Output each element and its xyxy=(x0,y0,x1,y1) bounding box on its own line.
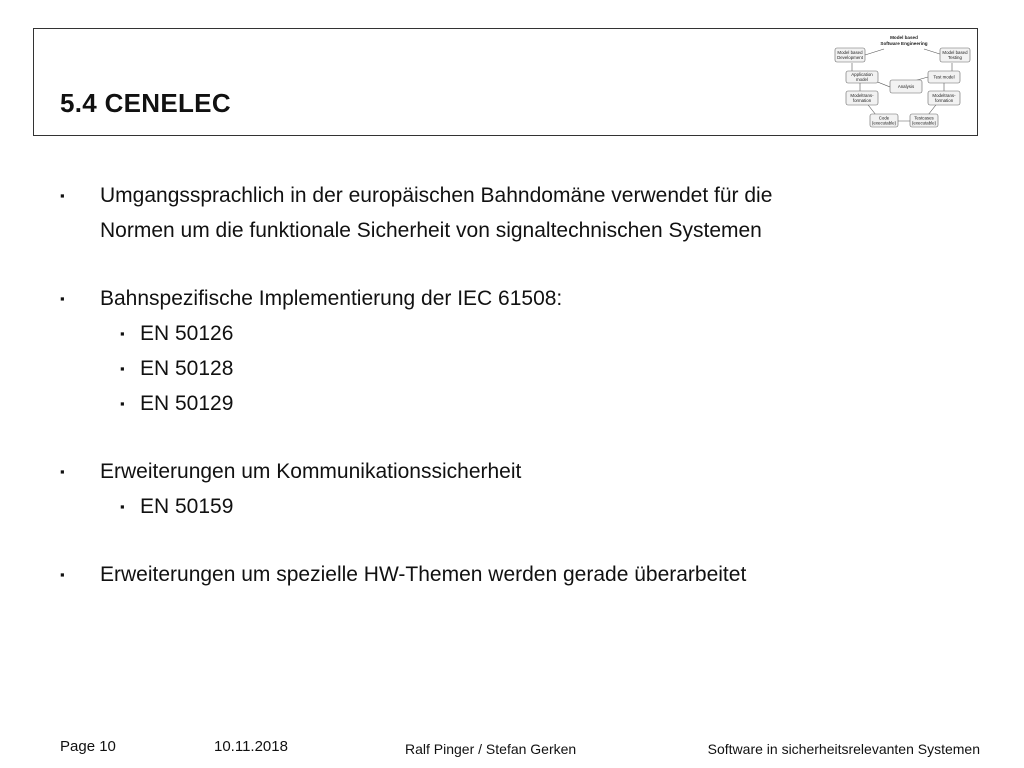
bullet-marker: ▪ xyxy=(60,567,65,582)
svg-text:Modeltrans-: Modeltrans- xyxy=(932,93,956,98)
svg-text:Code: Code xyxy=(878,115,890,121)
svg-text:formation: formation xyxy=(934,98,954,103)
svg-text:Test model: Test model xyxy=(933,74,955,80)
bullet-communication-safety xyxy=(60,454,980,489)
sub-bullet-text: EN 50128 xyxy=(140,357,234,380)
sub-bullet-en-50129 xyxy=(60,386,980,421)
svg-text:(executable): (executable) xyxy=(911,120,937,126)
bullet-marker: ▪ xyxy=(60,464,65,479)
svg-text:Testcases: Testcases xyxy=(914,115,934,121)
sub-bullet-en-50126 xyxy=(60,316,980,351)
sub-bullet-en-50128 xyxy=(60,351,980,386)
sub-bullet-marker: ▪ xyxy=(120,499,125,514)
bullet-text: Erweiterungen um spezielle HW-Themen werden gerade überarbeitet xyxy=(100,563,747,586)
svg-text:Application: Application xyxy=(851,72,873,77)
svg-text:Model based: Model based xyxy=(837,50,863,55)
bullet-text: Bahnspezifische Implementierung der IEC 61508: xyxy=(100,287,563,310)
svg-text:Model based: Model based xyxy=(942,50,968,55)
sub-bullet-en-50159 xyxy=(60,489,980,524)
diagram-title-line1: Model based xyxy=(890,35,918,40)
footer-date: 10.11.2018 xyxy=(214,738,288,755)
bullet-hw-topics xyxy=(60,557,980,592)
bullet-text-line2: Normen um die funktionale Sicherheit von signaltechnischen Systemen xyxy=(100,219,762,242)
sub-bullet-text: EN 50129 xyxy=(140,392,234,415)
mbse-diagram xyxy=(832,33,976,133)
slide-content xyxy=(60,178,980,592)
svg-text:Development: Development xyxy=(837,55,863,60)
footer-authors: Ralf Pinger / Stefan Gerken xyxy=(405,741,577,757)
bullet-iec-61508 xyxy=(60,281,980,316)
svg-text:Modeltrans-: Modeltrans- xyxy=(850,93,874,98)
svg-text:(executable): (executable) xyxy=(871,120,897,126)
footer-page-number: Page 10 xyxy=(60,738,116,755)
svg-text:formation: formation xyxy=(852,98,872,103)
bullet-cenelec-definition xyxy=(60,178,980,248)
svg-text:model: model xyxy=(856,77,868,82)
sub-bullet-text: EN 50126 xyxy=(140,322,234,345)
sub-bullet-text: EN 50159 xyxy=(140,495,234,518)
svg-text:Analysis: Analysis xyxy=(897,84,915,89)
footer-course-title: Software in sicherheitsrelevanten Systemen xyxy=(707,741,980,757)
sub-bullet-marker: ▪ xyxy=(120,396,125,411)
bullet-marker: ▪ xyxy=(60,291,65,306)
bullet-marker: ▪ xyxy=(60,188,65,203)
bullet-text-line1: Umgangssprachlich in der europäischen Bahndomäne verwendet für die xyxy=(100,184,773,207)
svg-text:Testing: Testing xyxy=(948,55,962,60)
slide-title: 5.4 CENELEC xyxy=(60,88,231,118)
bullet-text: Erweiterungen um Kommunikationssicherheit xyxy=(100,460,522,483)
sub-bullet-marker: ▪ xyxy=(120,361,125,376)
sub-bullet-marker: ▪ xyxy=(120,326,125,341)
diagram-title-line2: Software Engineering xyxy=(880,41,928,46)
